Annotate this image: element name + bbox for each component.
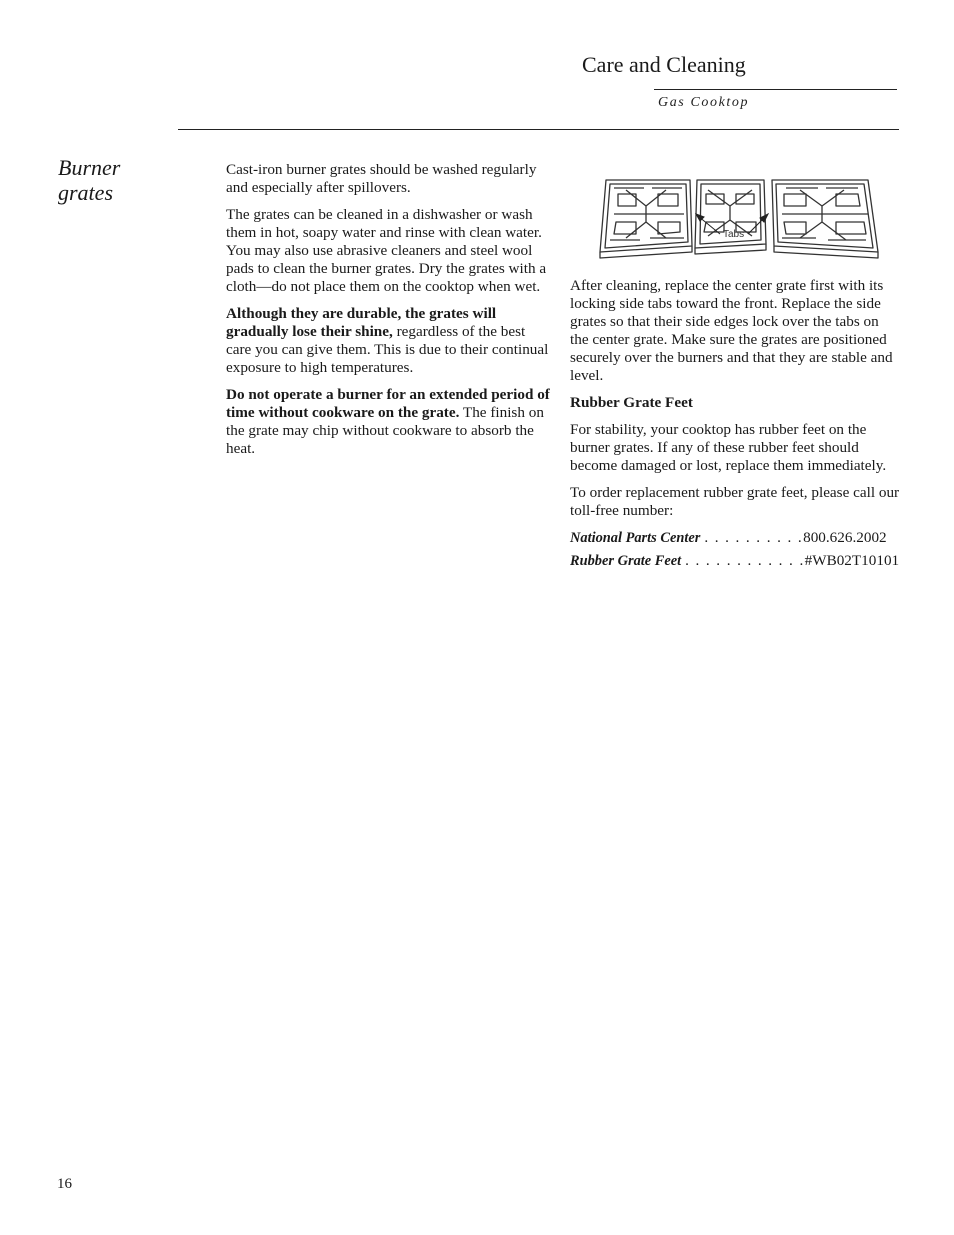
subhead-rubber-feet: Rubber Grate Feet	[570, 394, 693, 411]
paragraph-order: To order replacement rubber grate feet, please call our toll-free number:	[570, 484, 900, 519]
section-heading: Burner grates	[58, 155, 121, 205]
parts-line-rubber-feet	[570, 552, 900, 570]
paragraph-shine	[226, 305, 552, 377]
burner-grates-illustration	[596, 176, 882, 262]
parts-line-national	[570, 529, 900, 547]
paragraph-replace: After cleaning, replace the center grate first with its locking side tabs toward the front. Replace the side grates so that their side edges lock over the tabs on the center grate. Make sure the grates are positioned securely over the burners and that they are stable and level.	[570, 277, 893, 384]
paragraph-intro: Cast-iron burner grates should be washed regularly and especially after spillovers.	[226, 161, 537, 196]
shine-warning-bold: Although they are durable, the grates will gradually lose their shine,	[226, 305, 497, 340]
paragraph-stability: For stability, your cooktop has rubber feet on the burner grates. If any of these rubber feet should become damaged or lost, replace them immediately.	[570, 421, 887, 474]
header-rule-short	[654, 89, 897, 90]
parts-dots: . . . . . . . . . .	[704, 529, 804, 546]
shine-warning-text: regardless of the best care you can give them. This is due to their continual exposure to high temperatures.	[226, 323, 549, 376]
header-subtitle: Gas Cooktop	[658, 95, 750, 110]
parts-number: #WB02T10101	[804, 552, 900, 569]
operate-warning-text: The finish on the grate may chip without cookware to absorb the heat.	[226, 404, 544, 457]
left-column	[226, 161, 552, 467]
parts-label: Rubber Grate Feet	[570, 553, 682, 569]
left-grate-illustration	[600, 180, 692, 258]
header-rule	[178, 129, 899, 130]
parts-label: National Parts Center	[570, 530, 701, 546]
tabs-label: Tabs	[723, 229, 745, 240]
parts-dots: . . . . . . . . . . . .	[685, 552, 805, 569]
paragraph-cleaning: The grates can be cleaned in a dishwasher or wash them in hot, soapy water and rinse with clean water. You may also use abrasive cleaners and steel wool pads to clean the burner grates. Dry the grates with a cloth—do not place them on the cooktop when wet.	[226, 206, 547, 295]
operate-warning-bold: Do not operate a burner for an extended period of time without cookware on the grate.	[226, 386, 550, 421]
page-number: 16	[57, 1176, 72, 1192]
right-column	[570, 277, 900, 575]
center-grate-illustration	[695, 180, 766, 254]
parts-phone-number: 800.626.2002	[803, 529, 887, 546]
header-title: Care and Cleaning	[582, 52, 746, 77]
paragraph-operate	[226, 386, 552, 458]
right-grate-illustration	[772, 180, 878, 258]
